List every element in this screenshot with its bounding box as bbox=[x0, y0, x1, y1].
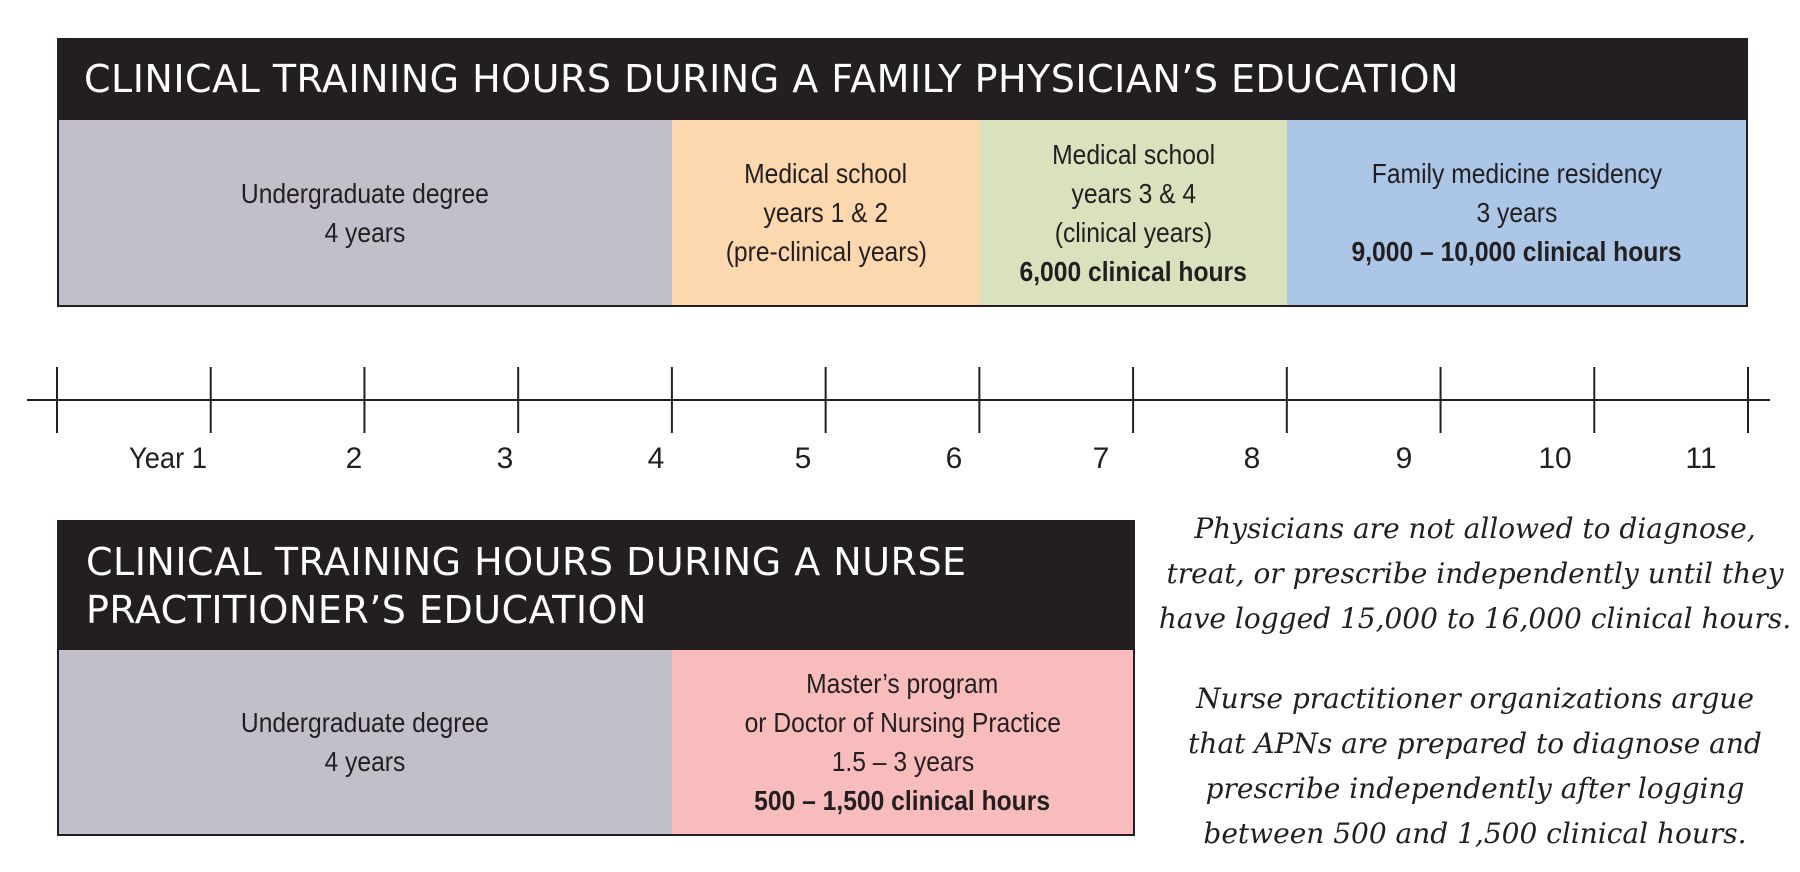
segment-line: years 3 & 4 bbox=[1071, 177, 1196, 209]
title-line: CLINICAL TRAINING HOURS DURING A NURSE bbox=[86, 540, 967, 584]
fp-undergraduate-segment bbox=[57, 120, 672, 305]
physician-note bbox=[1150, 506, 1800, 641]
segment-line: (clinical years) bbox=[1054, 216, 1213, 248]
nurse-practitioner-title bbox=[57, 520, 1135, 634]
segment-line: (pre-clinical years) bbox=[725, 236, 927, 267]
segment-line: 1.5 – 3 years bbox=[831, 746, 974, 777]
nurse-practitioner-note bbox=[1150, 676, 1800, 856]
nurse-practitioner-header bbox=[57, 520, 1135, 650]
segment-line: 4 years bbox=[324, 746, 405, 777]
note-line: Physicians are not allowed to diagnose, bbox=[1194, 512, 1756, 545]
year-label: 4 bbox=[647, 442, 665, 475]
year-label: 5 bbox=[794, 442, 812, 475]
note-line: have logged 15,000 to 16,000 clinical hours. bbox=[1158, 602, 1792, 635]
segment-line: Medical school bbox=[1052, 138, 1215, 170]
fp-medical-school-1-2-segment bbox=[672, 120, 980, 305]
note-line: that APNs are prepared to diagnose and bbox=[1188, 727, 1762, 760]
year-label: 2 bbox=[345, 442, 363, 475]
note-line: between 500 and 1,500 clinical hours. bbox=[1203, 817, 1747, 850]
segment-line: Undergraduate degree bbox=[240, 177, 489, 209]
np-masters-segment bbox=[672, 650, 1133, 834]
np-undergraduate-segment bbox=[57, 650, 672, 834]
segment-line: Family medicine residency bbox=[1371, 158, 1662, 189]
fp-residency-segment bbox=[1287, 120, 1746, 305]
title-line: PRACTITIONER’S EDUCATION bbox=[86, 588, 647, 632]
segment-line: or Doctor of Nursing Practice bbox=[744, 707, 1061, 738]
family-physician-header bbox=[57, 38, 1748, 120]
timeline-labels bbox=[129, 442, 1717, 475]
year-label: 10 bbox=[1538, 442, 1572, 475]
note-line: prescribe independently after logging bbox=[1205, 772, 1745, 805]
year-label: 11 bbox=[1685, 442, 1717, 475]
segment-line: 4 years bbox=[324, 216, 405, 248]
year-label: 8 bbox=[1243, 442, 1261, 475]
family-physician-title: CLINICAL TRAINING HOURS DURING A FAMILY PHYSICIAN’S EDUCATION bbox=[84, 57, 1459, 101]
segment-line: Medical school bbox=[744, 158, 908, 189]
segment-line: years 1 & 2 bbox=[763, 197, 889, 228]
year-label: 3 bbox=[496, 442, 514, 475]
note-line: treat, or prescribe independently until they bbox=[1166, 557, 1784, 590]
clinical-hours-label: 6,000 clinical hours bbox=[1019, 255, 1248, 287]
year-label: 9 bbox=[1395, 442, 1413, 475]
segment-line: Master’s program bbox=[806, 668, 999, 699]
year-timeline bbox=[0, 355, 1800, 475]
year-label: 7 bbox=[1092, 442, 1110, 475]
clinical-hours-label: 9,000 – 10,000 clinical hours bbox=[1351, 236, 1682, 267]
year-label: 6 bbox=[945, 442, 963, 475]
note-line: Nurse practitioner organizations argue bbox=[1196, 682, 1754, 715]
year-label: Year 1 bbox=[129, 442, 207, 475]
segment-line: 3 years bbox=[1476, 197, 1557, 228]
fp-medical-school-3-4-segment bbox=[980, 120, 1287, 305]
clinical-hours-label: 500 – 1,500 clinical hours bbox=[754, 785, 1051, 816]
segment-line: Undergraduate degree bbox=[240, 707, 489, 738]
